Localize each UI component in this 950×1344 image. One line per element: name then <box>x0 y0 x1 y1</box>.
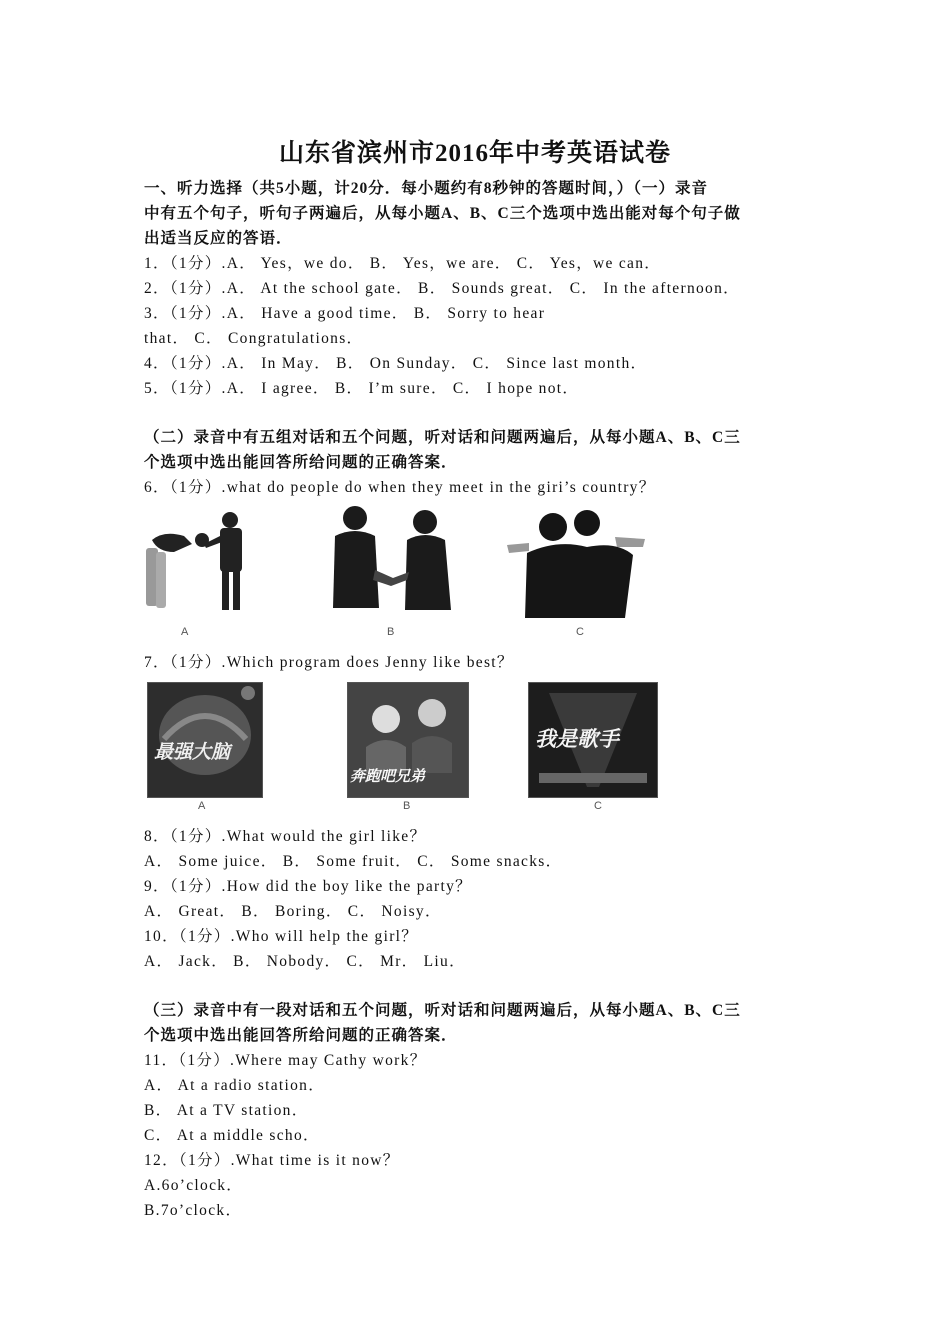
option-caption: C <box>594 800 602 812</box>
question-line: 11．（1分）.Where may Cathy work？ <box>144 1052 427 1069</box>
question-line: 9．（1分）.How did the boy like the party？ <box>144 878 472 895</box>
answer-line: A． At a radio station． <box>144 1077 325 1094</box>
question-line: that． C． Congratulations． <box>144 330 364 347</box>
program-logo-text: 最强大脑 <box>154 741 231 763</box>
section1-heading-line: 一、听力选择（共5小题，计20分．每小题约有8秒钟的答题时间，）（一）录音 <box>144 180 709 197</box>
section2-heading-line: 个选项中选出能回答所给问题的正确答案． <box>144 454 458 471</box>
question-line: 2．（1分）.A． At the school gate． B． Sounds great． C． In the afternoon． <box>144 280 740 297</box>
program-logo-text: 奔跑吧兄弟 <box>350 767 426 785</box>
option-caption: C <box>576 626 584 638</box>
program-logo-image <box>147 682 263 798</box>
answer-line: A． Great． B． Boring． C． Noisy． <box>144 903 442 920</box>
handshake-image <box>329 500 459 618</box>
page-title: 山东省滨州市2016年中考英语试卷 <box>278 140 671 167</box>
program-logo-image <box>347 682 469 798</box>
question-line: 1．（1分）.A． Yes，we do． B． Yes，we are． C． Yes，we can． <box>144 255 662 272</box>
bowing-image <box>144 500 269 620</box>
answer-line: C． At a middle scho． <box>144 1127 320 1144</box>
answer-line: A.6o’clock． <box>144 1177 244 1194</box>
option-caption: B <box>387 626 395 638</box>
question-line: 4．（1分）.A． In May． B． On Sunday． C． Since last month． <box>144 355 648 372</box>
question-line: 6．（1分）.what do people do when they meet in the giri’s country？ <box>144 479 656 496</box>
question-line: 7．（1分）.Which program does Jenny like best？ <box>144 654 514 671</box>
section1-heading-line: 出适当反应的答语． <box>144 230 293 247</box>
section1-heading-line: 中有五个句子，听句子两遍后，从每小题A、B、C三个选项中选出能对每个句子做 <box>144 205 741 222</box>
program-logo-text: 我是歌手 <box>535 727 619 751</box>
answer-line: B． At a TV station． <box>144 1102 309 1119</box>
option-caption: A <box>198 800 206 812</box>
question-line: 8．（1分）.What would the girl like？ <box>144 828 427 845</box>
section2-heading-line: （二）录音中有五组对话和五个问题，听对话和问题两遍后，从每小题A、B、C三 <box>144 429 741 446</box>
answer-line: A． Jack． B． Nobody． C． Mr． Liu． <box>144 953 466 970</box>
question-line: 12．（1分）.What time is it now？ <box>144 1152 400 1169</box>
option-caption: A <box>181 626 189 638</box>
question-line: 5．（1分）.A． I agree． B． I’m sure． C． I hope not． <box>144 380 580 397</box>
section3-heading-line: （三）录音中有一段对话和五个问题，听对话和问题两遍后，从每小题A、B、C三 <box>144 1002 741 1019</box>
question-line: 10．（1分）.Who will help the girl？ <box>144 928 419 945</box>
answer-line: A． Some juice． B． Some fruit． C． Some snacks． <box>144 853 563 870</box>
program-logo-image <box>528 682 658 798</box>
option-caption: B <box>403 800 411 812</box>
hug-image <box>507 503 647 618</box>
question-line: 3．（1分）.A． Have a good time． B． Sorry to hear <box>144 305 546 322</box>
section3-heading-line: 个选项中选出能回答所给问题的正确答案． <box>144 1027 458 1044</box>
answer-line: B.7o’clock． <box>144 1202 243 1219</box>
